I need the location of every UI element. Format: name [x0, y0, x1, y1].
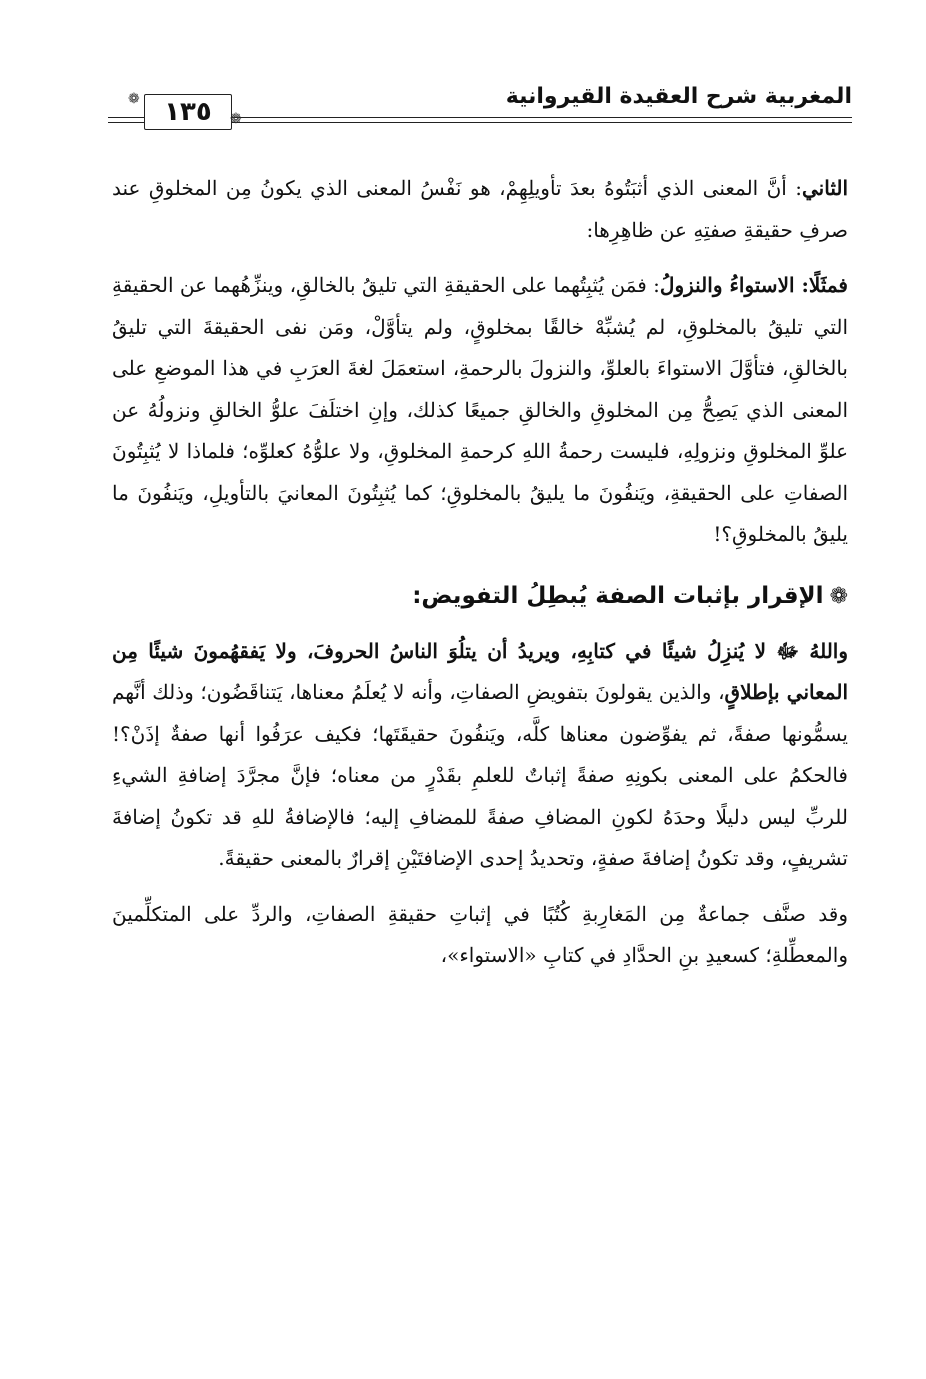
- paragraph-4: [112, 894, 848, 977]
- paragraph-2-label: فمثَلًا: الاستواءُ والنزولُ: [659, 273, 848, 297]
- section-heading-text: الإقرار بإثبات الصفة يُبطِلُ التفويض:: [412, 582, 824, 609]
- paragraph-1: [112, 168, 848, 251]
- heading-ornament-icon: ❁: [829, 583, 848, 609]
- running-title: المغربية شرح العقيدة القيروانية: [505, 84, 852, 109]
- paragraph-1-label: الثاني: [801, 176, 848, 200]
- section-heading: [112, 576, 848, 617]
- paragraph-2-text: : فمَن يُثبِتُهما على الحقيقةِ التي تليقُ بالخالقِ، وينزِّهُهما عن الحقيقةِ التي تليقُ بالمخلوقِ، لم يُشبِّهْ خالقًا بمخلوقٍ، ولم يتأوَّلْ، ومَن نفى الحقيقةَ التي تليقُ بالخالقِ، فتأوَّلَ الاستواءَ بالعلوِّ، والنزولَ بالرحمةِ، استعمَلَ لغةَ العرَبِ في هذا الموضعِ على المعنى الذي يَصِحُّ مِن المخلوقِ والخالقِ جميعًا كذلك، وإنِ اختلَفَ علوُّ الخالقِ ونزولُهُ عن علوِّ المخلوقِ ونزولِهِ، فليست رحمةُ اللهِ كرحمةِ المخلوقِ، ولا علوُّهُ كعلوِّه؛ فلماذا لا يُثبِتُونَ الصفاتِ على الحقيقةِ، ويَنفُونَ ما يليقُ بالمخلوقِ؛ كما يُثبِتُونَ المعانيَ بالتأويلِ، ويَنفُونَ ما يليقُ بالمخلوقِ؟!: [112, 273, 848, 546]
- paragraph-4-text: وقد صنَّف جماعةٌ مِن المَغارِبةِ كُتُبًا في إثباتِ حقيقةِ الصفاتِ، والردِّ على المتكلِّمينَ والمعطِّلةِ؛ كسعيدِ بنِ الحدَّادِ في كتابِ «الاستواء»،: [112, 901, 848, 967]
- ornament-icon: ❁: [230, 111, 242, 127]
- main-text: [112, 168, 848, 991]
- paragraph-2: [112, 265, 848, 556]
- paragraph-1-text: : أنَّ المعنى الذي أثبَتُوهُ بعدَ تأويلِهِمْ، هو نَفْسُ المعنى الذي يكونُ مِن المخلوقِ عند صرفِ حقيقةِ صفتِهِ عن ظاهِرِها:: [112, 176, 848, 242]
- paragraph-3-text: ، والذين يقولونَ بتفويضِ الصفاتِ، وأنه لا يُعلَمُ معناها، يَتناقَضُون؛ وذلك أنَّهم يسمُّونها صفةً، ثم يفوِّضون معناها كلَّه، ويَنفُونَ حقيقَتَها؛ فكيف عرَفُوا أنها صفةٌ إذَنْ؟! فالحكمُ على المعنى بكونِهِ صفةً إثباتٌ للعلمِ بقَدْرٍ من معناه؛ فإنَّ مجرَّدَ إضافةِ الشيءِ للربِّ ليس دليلًا وحدَهُ لكونِ المضافِ صفةً للمضافِ إليه؛ فالإضافةُ للهِ قد تكونُ إضافةَ تشريفٍ، وقد تكونُ إضافةَ صفةٍ، وتحديدُ إحدى الإضافتَيْنِ إقرارٌ بالمعنى حقيقةً.: [112, 680, 848, 870]
- ornament-icon: ❁: [128, 91, 140, 107]
- paragraph-3: [112, 631, 848, 880]
- page-header: [108, 82, 852, 142]
- paragraph-3-bold: واللهُ ﷻ لا يُنزِلُ شيئًا في كتابِهِ، ويريدُ أن يتلُوَ الناسُ الحروفَ، ولا يَفقهُمونَ شيئًا مِن المعاني بإطلاقٍ: [112, 638, 849, 704]
- page-number: ١٣٥: [144, 94, 232, 130]
